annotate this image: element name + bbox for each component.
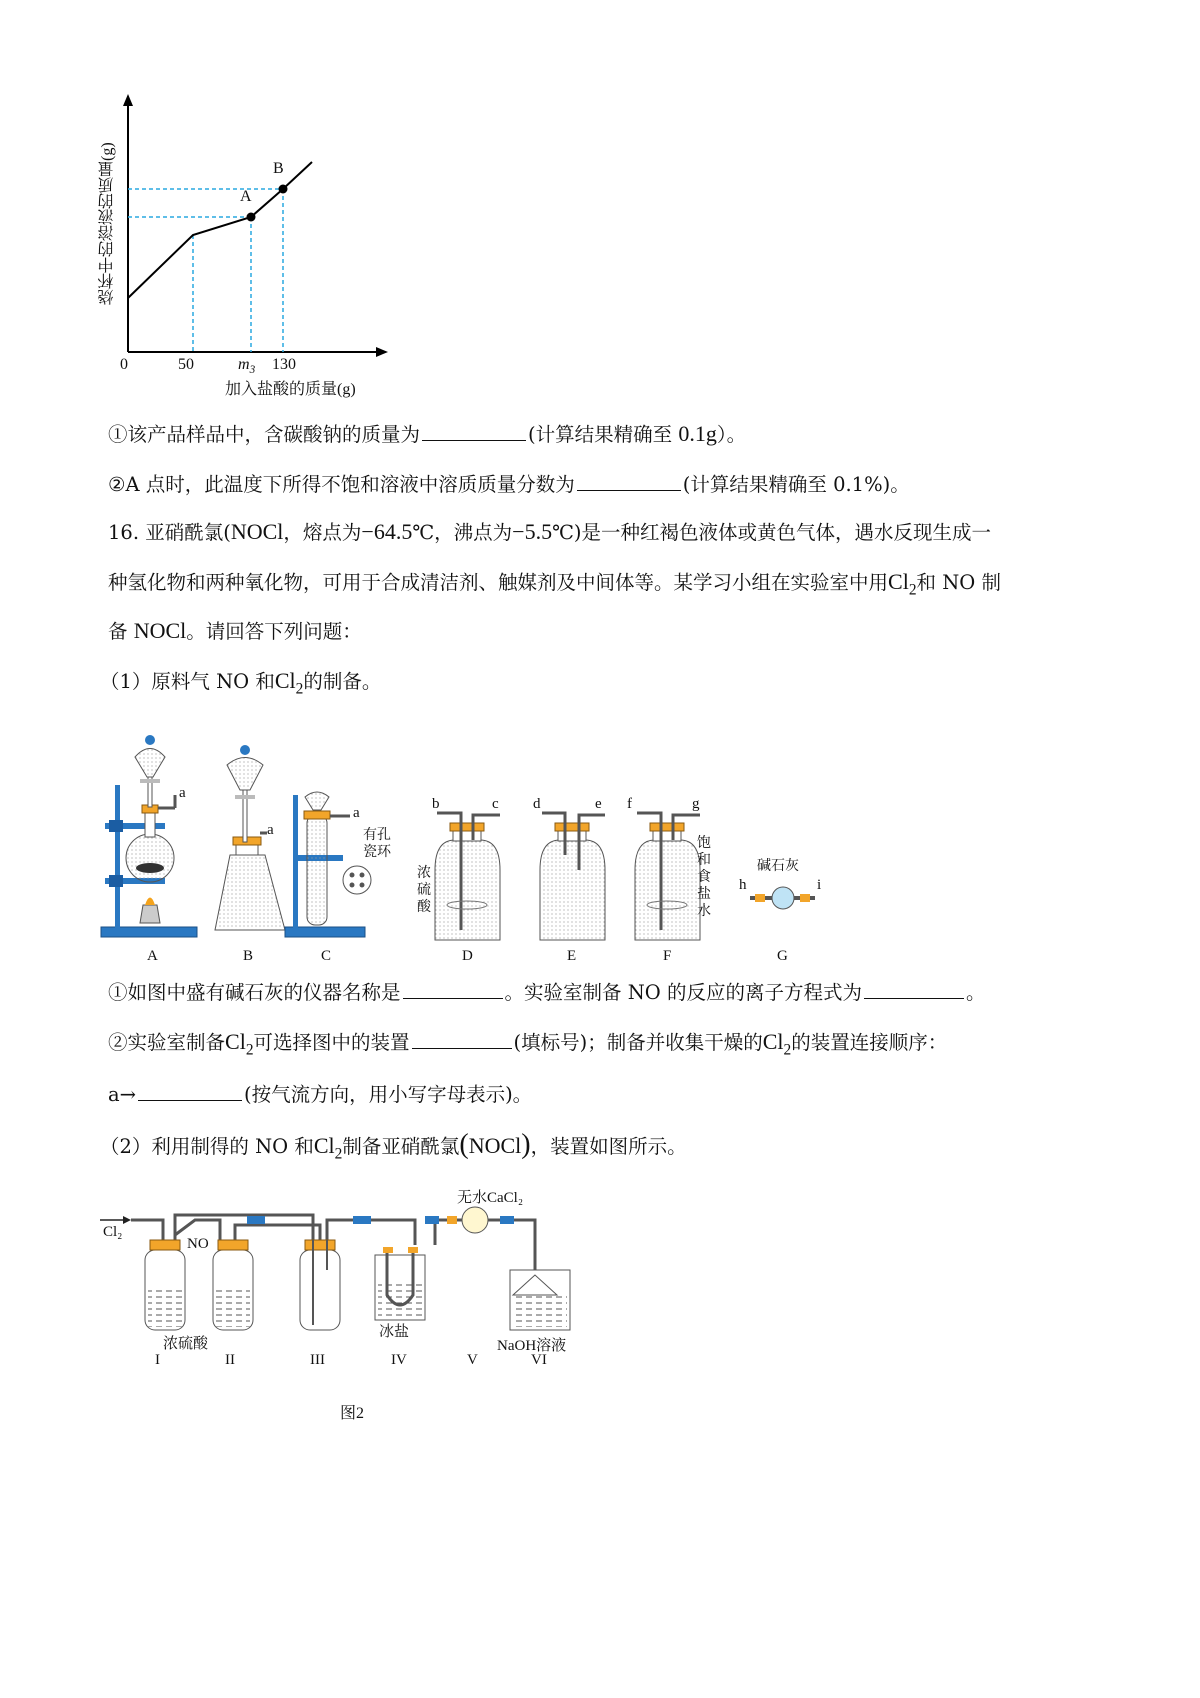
port-g: g: [692, 796, 700, 812]
curve: [128, 162, 312, 298]
question-fraction-suffix: (计算结果精确至 0.1%)。: [682, 473, 910, 496]
q16-line2-end: 和 NO 制: [916, 571, 1001, 594]
port-c: c: [492, 796, 499, 812]
guide-lines: [128, 189, 283, 352]
part2-formula: (NOCl): [459, 1129, 531, 1160]
q16-line2: [108, 568, 1001, 604]
apparatus-g: [750, 887, 815, 909]
fig2-label-ii: II: [225, 1352, 235, 1368]
q2-line1: [108, 1028, 947, 1064]
fig2-ice-salt-label: 冰盐: [379, 1324, 410, 1340]
port-b: b: [432, 796, 440, 812]
fig2-anhydrous-label: 无水CaCl₂: [457, 1190, 524, 1206]
answer-blank-equation[interactable]: [864, 978, 964, 999]
x-axis-arrow: [376, 347, 388, 357]
label-apparatus-g: G: [777, 948, 788, 964]
melting-point: −64.5: [361, 519, 413, 544]
soda-lime-label: 碱石灰: [757, 858, 799, 874]
mass-graph-svg: [90, 90, 410, 400]
conc-h2so4-label: 浓硫酸: [417, 865, 431, 915]
mass-graph: [90, 90, 410, 400]
label-apparatus-c: C: [321, 948, 332, 964]
part1-heading: [100, 667, 381, 703]
apparatus-d: [435, 813, 500, 940]
part1-text-b: 的制备。: [303, 670, 382, 693]
y-axis-label: 烧杯中的溶液的质量(g): [99, 142, 116, 305]
q1-line: [108, 978, 985, 1007]
port-e: e: [595, 796, 602, 812]
q2-text-c: (填标号)；制备并收集干燥的: [513, 1031, 763, 1054]
q16-line2-text: 种氢化物和两种氧化物，可用于合成清洁剂、触媒剂及中间体等。某学习小组在实验室中用: [108, 571, 889, 594]
label-apparatus-f: F: [663, 948, 672, 964]
q2-text-a: ②实验室制备: [108, 1031, 226, 1054]
part2-heading: [100, 1131, 687, 1168]
label-apparatus-b: B: [243, 948, 254, 964]
answer-blank-device[interactable]: [412, 1028, 512, 1049]
label-apparatus-d: D: [462, 948, 473, 964]
question-fraction-prefix: ②A 点时，此温度下所得不饱和溶液中溶质质量分数为: [108, 473, 575, 496]
fig2-naoh-label: NaOH溶液: [497, 1338, 567, 1354]
porous-ring-label: 有孔瓷环: [363, 827, 391, 860]
figure-2: [95, 1180, 615, 1380]
port-a2: a: [267, 822, 274, 838]
question-mass: [108, 420, 746, 449]
tick-m3: $m_3$: [238, 356, 256, 377]
question-mass-prefix: ①该产品样品中，含碳酸钠的质量为: [108, 423, 421, 446]
label-apparatus-e: E: [567, 948, 577, 964]
part2-text-c: ，装置如图所示。: [530, 1135, 687, 1158]
port-a1: a: [179, 785, 186, 801]
fig2-h2so4-label: 浓硫酸: [163, 1336, 209, 1352]
q2-line2-b: (按气流方向，用小写字母表示)。: [243, 1083, 533, 1106]
boiling-point: −5.5: [512, 519, 553, 544]
tick-130: 130: [272, 356, 296, 373]
label-b: B: [273, 160, 284, 177]
q1-text-c: 。: [965, 981, 986, 1004]
point-b: [279, 185, 288, 194]
apparatus-b: [215, 745, 285, 930]
answer-blank-mass[interactable]: [422, 420, 526, 441]
port-d: d: [533, 796, 541, 812]
fig2-label-i: I: [155, 1352, 160, 1368]
fig2-no-label: NO: [187, 1236, 209, 1252]
label-a: A: [240, 188, 252, 205]
q16-line1: [108, 518, 991, 547]
q16-text-d: ℃)是一种红褐色液体或黄色气体，遇水反现生成一: [552, 521, 991, 544]
tick-0: 0: [120, 356, 128, 373]
port-a3: a: [353, 805, 360, 821]
answer-blank-instrument[interactable]: [403, 978, 503, 999]
q16-line3-b: 。请回答下列问题：: [186, 620, 362, 643]
q16-text-b: ，熔点为: [283, 521, 362, 544]
fig2-label-iii: III: [310, 1352, 325, 1368]
answer-blank-order[interactable]: [138, 1080, 242, 1101]
question-mass-end: ）。: [716, 423, 747, 446]
apparatus-e: [540, 813, 605, 940]
formula-nocl-2: NOCl: [133, 618, 187, 643]
q16-text-c: ℃，沸点为: [412, 521, 513, 544]
q16-line3: [108, 617, 362, 646]
label-apparatus-a: A: [147, 948, 158, 964]
q1-text-b: 。实验室制备 NO 的反应的离子方程式为: [504, 981, 862, 1004]
precision-value: 0.1g: [678, 421, 717, 446]
q16-text-a: 16. 亚硝酰氯(: [108, 521, 231, 544]
y-axis-arrow: [123, 94, 133, 106]
part2-cl2: $Cl_2$: [313, 1133, 343, 1163]
part2-text-a: （2）利用制得的 NO 和: [100, 1135, 314, 1158]
q2-text-b: 可选择图中的装置: [253, 1031, 410, 1054]
port-h: h: [739, 877, 747, 893]
apparatus-f: [635, 813, 700, 940]
formula-cl2: $Cl_2$: [888, 569, 917, 599]
part1-cl2: $Cl_2$: [274, 668, 304, 698]
figure-2-caption: 图2: [340, 1405, 365, 1422]
q2-cl2-b: $Cl_2$: [762, 1029, 792, 1059]
part1-text-a: （1）原料气 NO 和: [100, 670, 275, 693]
q2-line2-a: a→: [108, 1083, 136, 1106]
brine-label: 饱和食盐水: [697, 835, 711, 919]
q1-text-a: ①如图中盛有碱石灰的仪器名称是: [108, 981, 401, 1004]
question-fraction: [108, 470, 910, 499]
fig2-cl2-label: Cl₂: [103, 1224, 123, 1240]
fig2-label-iv: IV: [391, 1352, 407, 1368]
point-a: [247, 213, 256, 222]
apparatus-svg: [95, 705, 855, 975]
q2-line2: [108, 1080, 532, 1109]
apparatus-figure: [95, 705, 855, 975]
fig2-label-vi: VI: [531, 1352, 547, 1368]
tick-50: 50: [178, 356, 194, 373]
q2-text-d: 的装置连接顺序：: [791, 1031, 948, 1054]
q16-line3-a: 备: [108, 620, 128, 643]
question-mass-suffix: (计算结果精确至: [528, 423, 673, 446]
port-f: f: [627, 796, 632, 812]
x-axis-label: 加入盐酸的质量(g): [225, 381, 356, 398]
answer-blank-fraction[interactable]: [577, 470, 681, 491]
q2-cl2: $Cl_2$: [225, 1029, 254, 1059]
fig2-label-v: V: [467, 1352, 478, 1368]
formula-nocl: NOCl: [230, 519, 284, 544]
port-i: i: [817, 877, 822, 893]
apparatus-a: [101, 735, 197, 937]
part2-text-b: 制备亚硝酰氯: [342, 1135, 460, 1158]
